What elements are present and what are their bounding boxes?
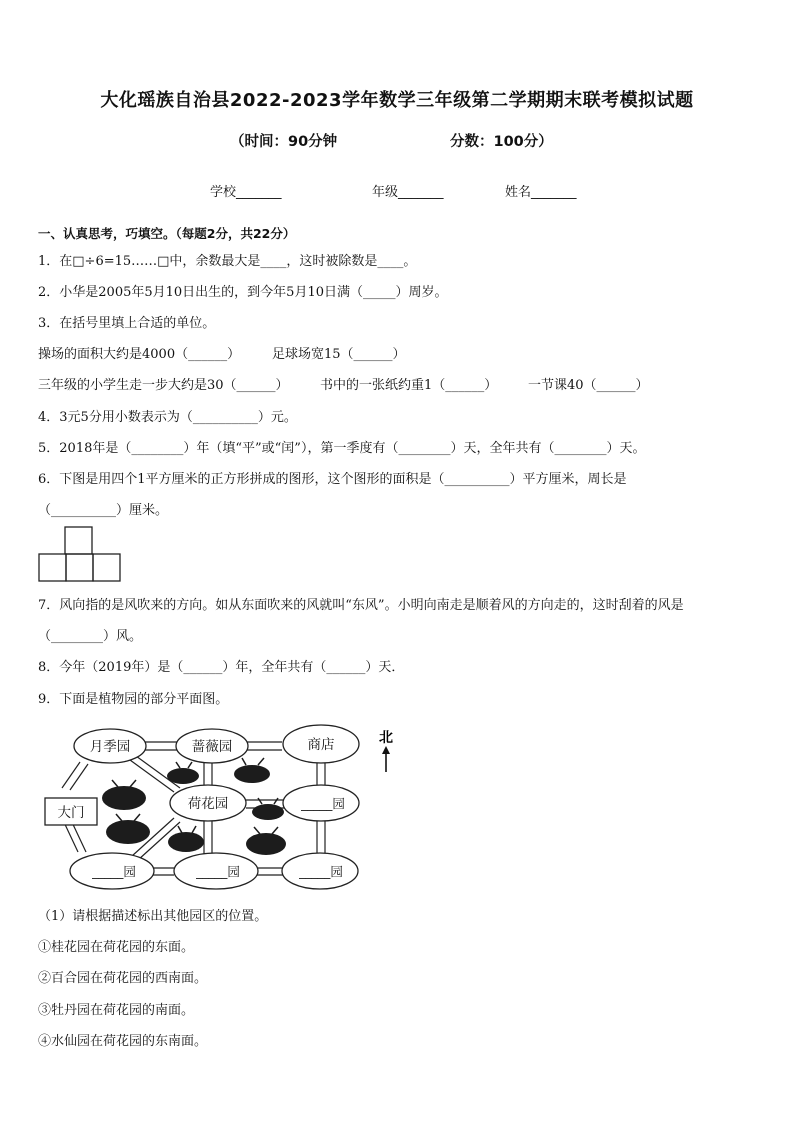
question-1: 1．在□÷6=15……□中，余数最大是____，这时被除数是____。 — [38, 254, 417, 269]
question-3-item-d: 书中的一张纸约重1（______） — [320, 378, 498, 393]
name-field: 姓名_______ — [505, 185, 577, 200]
garden-map — [40, 722, 400, 892]
exam-score: 分数：100分） — [450, 134, 553, 150]
square-figure — [38, 526, 122, 583]
question-3: 3．在括号里填上合适的单位。 — [38, 316, 216, 331]
question-4: 4．3元5分用小数表示为（__________）元。 — [38, 410, 297, 425]
question-6-line-1: 6．下图是用四个1平方厘米的正方形拼成的图形，这个图形的面积是（__________）平方厘米，周长是 — [38, 472, 627, 487]
label-bottom-mid-blank: _____园 — [196, 864, 240, 879]
label-bottom-right-blank: _____园 — [299, 864, 343, 879]
label-hehua: 荷花园 — [187, 796, 229, 812]
label-east-blank: _____园 — [301, 796, 345, 811]
school-field: 学校_______ — [210, 185, 282, 200]
question-2: 2．小华是2005年5月10日出生的，到今年5月10日满（_____）周岁。 — [38, 285, 448, 300]
section-heading: 一、认真思考，巧填空。（每题2分，共22分） — [38, 226, 296, 241]
question-7-line-1: 7．风向指的是风吹来的方向。如从东面吹来的风就叫“东风”。小明向南走是顺着风的方向走的，这时刮着的风是 — [38, 598, 684, 613]
question-3-item-b: 足球场宽15（______） — [272, 347, 406, 362]
question-7-line-2: （________）风。 — [38, 629, 143, 644]
question-9: 9．下面是植物园的部分平面图。 — [38, 692, 229, 707]
exam-time: （时间：90分钟 — [230, 134, 338, 150]
question-3-item-a: 操场的面积大约是4000（______） — [38, 347, 241, 362]
north-arrow-icon — [379, 730, 393, 772]
label-qiangwei: 蔷薇园 — [191, 739, 233, 755]
question-5: 5．2018年是（________）年（填“平”或“闰”），第一季度有（________）天，全年共有（________）天。 — [38, 441, 646, 456]
question-9-clue-3: ③牡丹园在荷花园的南面。 — [38, 1003, 195, 1018]
page-title: 大化瑶族自治县2022-2023学年数学三年级第二学期期末联考模拟试题 — [100, 90, 694, 111]
question-9-clue-4: ④水仙园在荷花园的东南面。 — [38, 1034, 208, 1049]
question-9-clue-2: ②百合园在荷花园的西南面。 — [38, 971, 208, 986]
label-yueji: 月季园 — [89, 739, 131, 755]
grade-field: 年级_______ — [372, 185, 444, 200]
question-8: 8．今年（2019年）是（______）年，全年共有（______）天． — [38, 660, 405, 675]
label-north: 北 — [379, 730, 393, 746]
label-gate: 大门 — [57, 805, 85, 821]
question-3-item-c: 三年级的小学生走一步大约是30（______） — [38, 378, 289, 393]
label-shop: 商店 — [307, 737, 335, 753]
question-9-clue-1: ①桂花园在荷花园的东面。 — [38, 940, 195, 955]
label-bottom-left-blank: _____园 — [92, 864, 136, 879]
question-6-line-2: （__________）厘米。 — [38, 503, 169, 518]
question-9-part-1: （1）请根据描述标出其他园区的位置。 — [38, 909, 268, 924]
question-3-item-e: 一节课40（______） — [528, 378, 649, 393]
